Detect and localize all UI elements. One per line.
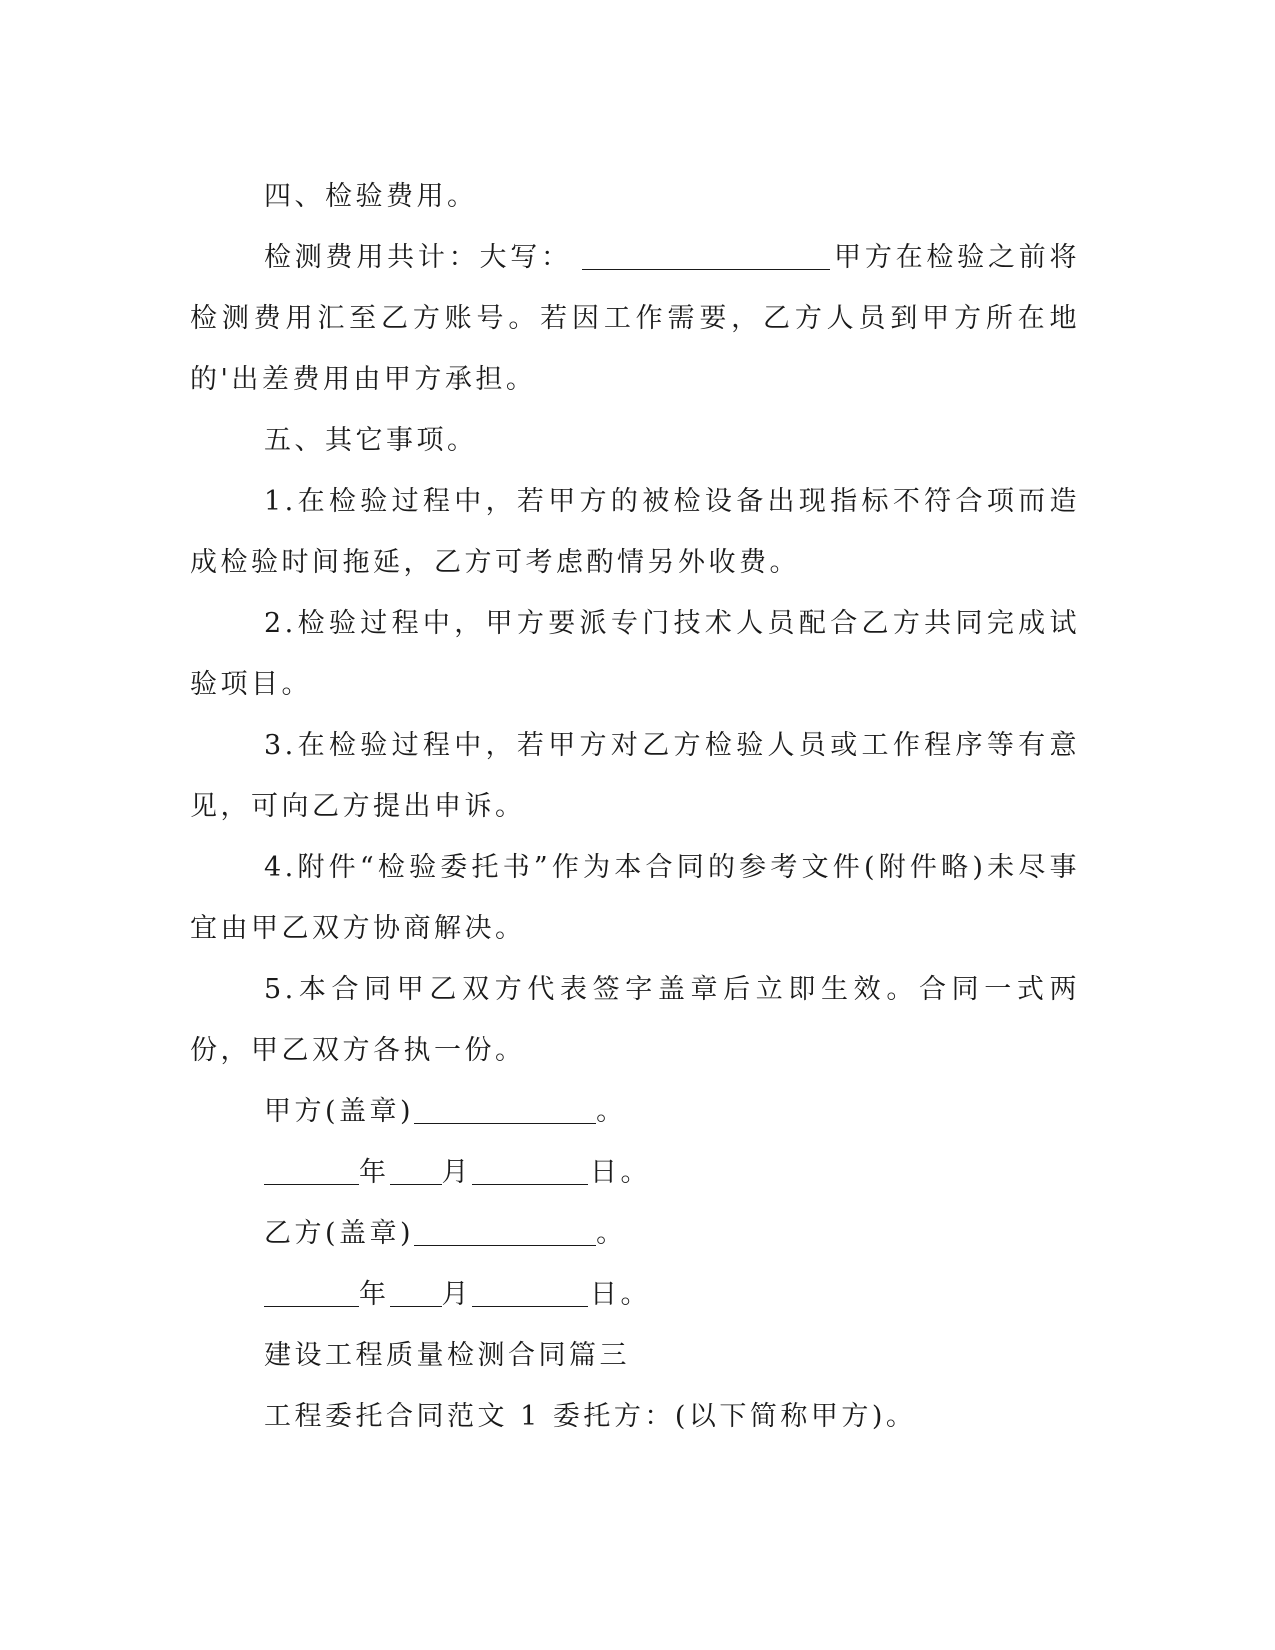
year-blank	[264, 1276, 359, 1307]
month-blank	[390, 1154, 442, 1185]
contract-intro-line: 工程委托合同范文 1 委托方：(以下简称甲方)。	[264, 1401, 917, 1432]
day-label: 日。	[590, 1157, 651, 1188]
month-blank	[390, 1276, 442, 1307]
month-label: 月	[441, 1157, 472, 1188]
party-b-label: 乙方(盖章)	[264, 1218, 415, 1249]
year-label: 年	[359, 1279, 390, 1310]
clause-4: 4.附件“检验委托书”作为本合同的参考文件(附件略)未尽事宜由甲乙双方协商解决。	[190, 852, 1080, 944]
day-blank	[472, 1276, 588, 1307]
clause-3: 3.在检验过程中，若甲方对乙方检验人员或工作程序等有意见，可向乙方提出申诉。	[190, 730, 1080, 822]
party-a-blank	[414, 1093, 596, 1124]
clause-2: 2.检验过程中，甲方要派专门技术人员配合乙方共同完成试验项目。	[190, 608, 1080, 700]
fee-amount-blank	[582, 239, 830, 270]
party-a-label: 甲方(盖章)	[264, 1096, 415, 1127]
month-label: 月	[441, 1279, 472, 1310]
day-blank	[472, 1154, 588, 1185]
clause-5: 5.本合同甲乙双方代表签字盖章后立即生效。合同一式两份，甲乙双方各执一份。	[190, 974, 1080, 1066]
party-b-date-line	[190, 1264, 1080, 1325]
fees-paragraph	[190, 227, 1080, 410]
year-label: 年	[359, 1157, 390, 1188]
document-body	[190, 166, 1080, 1447]
fees-suffix: 甲方在检验之前将检测费用汇至乙方账号。若因工作需要，乙方人员到甲方所在地的'出差费用由甲方承担。	[190, 242, 1081, 395]
section-heading-other: 五、其它事项。	[264, 425, 478, 456]
party-a-period: 。	[596, 1096, 627, 1127]
year-blank	[264, 1154, 359, 1185]
fees-prefix: 检测费用共计：大写：	[264, 242, 572, 273]
day-label: 日。	[590, 1279, 651, 1310]
party-b-signature-line	[190, 1203, 1080, 1264]
clause-1: 1.在检验过程中，若甲方的被检设备出现指标不符合项而造成检验时间拖延，乙方可考虑酌情另外收费。	[190, 486, 1080, 578]
party-b-blank	[414, 1215, 596, 1246]
section-title: 建设工程质量检测合同篇三	[264, 1340, 630, 1371]
section-heading-fees: 四、检验费用。	[264, 181, 478, 212]
party-a-date-line	[190, 1142, 1080, 1203]
party-b-period: 。	[596, 1218, 627, 1249]
party-a-signature-line	[190, 1081, 1080, 1142]
